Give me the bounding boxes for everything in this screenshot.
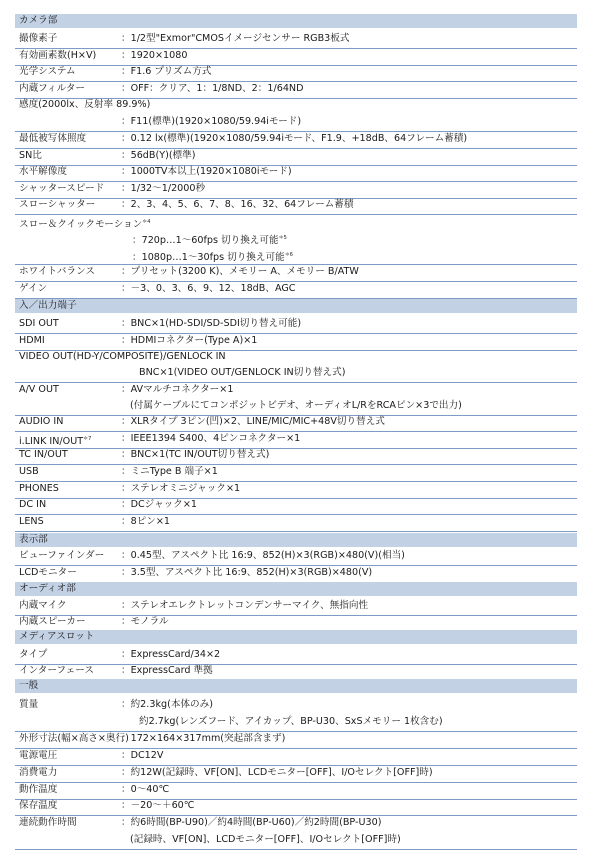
value-text: ：約2.3kg(本体のみ) <box>121 699 213 710</box>
spec-value <box>121 81 303 97</box>
label-text: LCDモニター <box>19 567 77 578</box>
footnote-mark: ＊6 <box>284 252 293 258</box>
value-text: ：ステレオミニジャック×1 <box>121 483 241 494</box>
spec-label <box>19 731 129 747</box>
value-text: ：0.45型、アスペクト比 16:9、852(H)×3(RGB)×480(V)(相当) <box>121 550 405 561</box>
label-text: 保存温度 <box>19 800 58 811</box>
label-text: VIDEO OUT(HD-Y/COMPOSITE)/GENLOCK IN <box>19 351 226 362</box>
label-text: ビューファインダー <box>19 550 105 561</box>
spec-label <box>19 382 59 398</box>
value-text: ：1/2型"Exmor"CMOSイメージセンサー RGB3板式 <box>121 33 350 44</box>
section-header: カメラ部 <box>15 14 577 28</box>
label-text: 光学システム <box>19 66 76 77</box>
spec-label <box>19 565 77 581</box>
spec-row <box>15 197 577 215</box>
spec-label <box>19 548 104 564</box>
label-text: AUDIO IN <box>19 416 64 427</box>
label-text: A/V OUT <box>19 384 59 395</box>
label-text: 外形寸法(幅×高さ×奥行) <box>19 733 129 744</box>
label-text: LENS <box>19 516 44 527</box>
spec-row <box>15 382 577 399</box>
spec-row <box>15 164 577 182</box>
spec-value <box>121 164 292 180</box>
value-text: ：0.12 lx(標準)(1920×1080/59.94iモード、F1.9、+18dB、64フレーム蓄積) <box>121 133 468 144</box>
spec-value <box>121 197 353 213</box>
spec-label <box>19 264 95 280</box>
spec-label <box>19 815 77 831</box>
footnote-mark: ＊5 <box>278 235 287 241</box>
spec-row <box>15 131 577 149</box>
spec-value <box>139 365 345 381</box>
spec-row <box>15 365 577 383</box>
label-text: 電源電圧 <box>19 750 58 761</box>
section-header: オーディオ部 <box>15 582 577 596</box>
spec-row <box>15 281 577 299</box>
value-text: BNC×1(VIDEO OUT/GENLOCK IN切り替え式) <box>139 367 346 378</box>
spec-value <box>130 398 462 414</box>
value-text: (記録時、VF[ON]、LCDモニター[OFF]、I/Oセレクト[OFF]時) <box>130 834 401 845</box>
spec-label <box>19 81 85 97</box>
spec-label <box>19 333 45 349</box>
spec-value <box>121 382 233 398</box>
spec-value <box>121 815 381 831</box>
spec-row <box>15 230 577 247</box>
value-text: ：IEEE1394 S400、4ピンコネクター×1 <box>121 433 301 444</box>
label-text: 内蔵スピーカー <box>19 616 86 627</box>
value-text: ：720p…1～60fps 切り換え可能 <box>132 235 279 246</box>
label-text: 撮像素子 <box>19 33 58 44</box>
spec-value <box>121 316 301 332</box>
value-text: ：8ピン×1 <box>121 516 171 527</box>
label-text: 質量 <box>19 699 39 710</box>
label-text: インターフェース <box>19 665 94 676</box>
spec-value <box>121 697 213 713</box>
spec-row <box>15 565 577 583</box>
value-text: ：3.5型、アスペクト比 16:9、852(H)×3(RGB)×480(V) <box>121 567 373 578</box>
spec-value <box>121 181 205 197</box>
spec-value <box>130 832 401 848</box>
value-text: ：－20～＋60℃ <box>121 800 195 811</box>
spec-label <box>19 447 68 463</box>
spec-row <box>15 748 577 766</box>
value-text: ：ミニType B 端子×1 <box>121 466 218 477</box>
value-text: ：1000TV本以上(1920×1080iモード) <box>121 166 292 177</box>
spec-row <box>15 464 577 482</box>
label-text: ホワイトバランス <box>19 266 95 277</box>
spec-label <box>19 349 226 365</box>
spec-row <box>15 548 577 566</box>
spec-value <box>121 333 257 349</box>
spec-value <box>121 765 433 781</box>
spec-value <box>121 647 220 663</box>
label-text: スローシャッター <box>19 199 96 210</box>
spec-value <box>121 798 195 814</box>
label-text: スロー＆クイックモーション <box>19 219 143 230</box>
value-text: ：2、3、4、5、6、7、8、16、32、64フレーム蓄積 <box>121 199 354 210</box>
value-text: ：ステレオエレクトレットコンデンサーマイク、無指向性 <box>121 600 369 611</box>
spec-label <box>19 697 38 713</box>
spec-row <box>15 97 577 114</box>
label-text: ゲイン <box>19 283 48 294</box>
spec-value <box>121 497 197 513</box>
label-text: 有効画素数(H×V) <box>19 50 97 61</box>
spec-value <box>121 64 211 80</box>
spec-row <box>15 497 577 515</box>
spec-row <box>15 349 577 366</box>
spec-row <box>15 731 577 749</box>
spec-row <box>15 247 577 265</box>
spec-row <box>15 798 577 816</box>
spec-value <box>121 264 359 280</box>
value-text: ：プリセット(3200 K)、メモリー A、メモリー B/ATW <box>121 266 359 277</box>
label-text: 最低被写体照度 <box>19 133 87 144</box>
spec-label <box>19 181 104 197</box>
spec-label <box>19 464 39 480</box>
value-text: (付属ケーブルにてコンポジットビデオ、オーディオL/RをRCAピン×3で出力) <box>130 400 462 411</box>
spec-value <box>121 114 301 130</box>
spec-row <box>15 714 577 732</box>
label-text: SN比 <box>19 150 42 161</box>
label-text: SDI OUT <box>19 318 59 329</box>
value-text: ：約6時間(BP-U90)／約4時間(BP-U60)／約2時間(BP-U30) <box>121 817 382 828</box>
spec-row <box>15 264 577 282</box>
spec-label <box>19 598 67 614</box>
spec-row <box>15 514 577 532</box>
spec-value <box>121 514 170 530</box>
label-text: 動作温度 <box>19 784 58 795</box>
spec-value <box>121 414 385 430</box>
spec-label <box>19 798 57 814</box>
spec-value <box>121 731 285 747</box>
spec-label <box>19 614 86 630</box>
spec-value <box>121 598 368 614</box>
spec-row <box>15 832 577 850</box>
spec-label <box>19 131 86 147</box>
label-text: 水平解像度 <box>19 166 67 177</box>
label-text: 感度(2000lx、反射率 89.9%) <box>19 99 151 110</box>
spec-value <box>121 464 218 480</box>
label-text: DC IN <box>19 499 47 510</box>
label-text: 内蔵フィルター <box>19 83 86 94</box>
spec-row <box>15 64 577 82</box>
label-text: 連続動作時間 <box>19 817 77 828</box>
spec-row <box>15 114 577 132</box>
spec-value <box>121 431 300 447</box>
spec-value <box>139 714 443 730</box>
section-header: 一般 <box>15 679 577 693</box>
spec-label <box>19 197 95 213</box>
value-text: ：DCジャック×1 <box>121 499 198 510</box>
spec-label <box>19 782 57 798</box>
label-text: i.LINK IN/OUT <box>19 436 84 447</box>
value-text: ：モノラル <box>121 616 169 627</box>
footnote-mark: ＊4 <box>142 219 151 225</box>
value-text: ：56dB(Y)(標準) <box>121 150 196 161</box>
section-header: 入／出力端子 <box>15 299 577 313</box>
section-header: 表示部 <box>15 533 577 547</box>
spec-value <box>121 548 405 564</box>
value-text: ：AVマルチコネクター×1 <box>121 384 234 395</box>
value-text: ：1/32～1/2000秒 <box>121 183 206 194</box>
spec-label <box>19 97 150 113</box>
spec-label <box>19 647 47 663</box>
value-text: ：1080p…1～30fps 切り換え可能 <box>132 252 285 263</box>
spec-label <box>19 765 57 781</box>
value-text: ：1920×1080 <box>121 50 188 61</box>
footnote-mark: ＊7 <box>83 436 92 442</box>
spec-label <box>19 748 57 764</box>
spec-value <box>121 663 213 679</box>
value-text: ：ExpressCard/34×2 <box>121 649 221 660</box>
spec-label <box>19 481 59 497</box>
label-text: HDMI <box>19 335 45 346</box>
label-text: TC IN/OUT <box>19 449 68 460</box>
value-text: ：OFF：クリア、1：1/8ND、2：1/64ND <box>121 83 304 94</box>
spec-value <box>121 782 169 798</box>
spec-value <box>121 614 169 630</box>
value-text: 約2.7kg(レンズフード、アイカップ、BP-U30、SxSメモリー 1枚含む) <box>139 716 443 727</box>
label-text: シャッタースピード <box>19 183 105 194</box>
spec-label <box>19 514 44 530</box>
spec-label <box>19 31 57 47</box>
spec-value <box>121 281 295 297</box>
spec-label <box>19 414 63 430</box>
value-text: ：DC12V <box>121 750 164 761</box>
spec-label <box>19 148 42 164</box>
spec-value <box>121 148 196 164</box>
spec-value <box>121 481 240 497</box>
spec-value <box>121 565 372 581</box>
spec-label <box>19 281 47 297</box>
spec-label <box>19 316 59 332</box>
value-text: ：BNC×1(HD-SDI/SD-SDI切り替え可能) <box>121 318 302 329</box>
spec-label <box>19 164 67 180</box>
value-text: ：F1.6 プリズム方式 <box>121 66 212 77</box>
spec-label <box>19 663 94 679</box>
label-text: PHONES <box>19 483 59 494</box>
value-text: ：XLRタイプ 3ピン(凹)×2、LINE/MIC/MIC+48V切り替え式 <box>121 416 385 427</box>
spec-label <box>19 497 46 513</box>
spec-row <box>15 697 577 714</box>
spec-row <box>15 815 577 832</box>
value-text: ：BNC×1(TC IN/OUT切り替え式) <box>121 449 270 460</box>
value-text: ：－3、0、3、6、9、12、18dB、AGC <box>121 283 296 294</box>
value-text: ：HDMIコネクター(Type A)×1 <box>121 335 258 346</box>
spec-value <box>121 31 349 47</box>
spec-value <box>121 748 163 764</box>
spec-row <box>15 316 577 334</box>
label-text: 消費電力 <box>19 767 58 778</box>
section-header: メディアスロット <box>15 630 577 644</box>
spec-label <box>19 48 96 64</box>
spec-row <box>15 31 577 49</box>
value-text: ：172×164×317mm(突起部含まず) <box>121 733 286 744</box>
value-text: ：0～40℃ <box>121 784 170 795</box>
spec-value <box>121 131 467 147</box>
spec-row <box>15 765 577 783</box>
label-text: 内蔵マイク <box>19 600 67 611</box>
spec-value <box>121 48 187 64</box>
label-text: USB <box>19 466 39 477</box>
value-text: ：F11(標準)(1920×1080/59.94iモード) <box>121 116 302 127</box>
spec-value <box>121 447 269 463</box>
value-text: ：ExpressCard 準拠 <box>121 665 213 676</box>
label-text: タイプ <box>19 649 48 660</box>
spec-label <box>19 64 76 80</box>
spec-row <box>15 214 577 231</box>
spec-row <box>15 414 577 432</box>
spec-row <box>15 447 577 465</box>
value-text: ：約12W(記録時、VF[ON]、LCDモニター[OFF]、I/Oセレクト[OFF]時) <box>121 767 433 778</box>
